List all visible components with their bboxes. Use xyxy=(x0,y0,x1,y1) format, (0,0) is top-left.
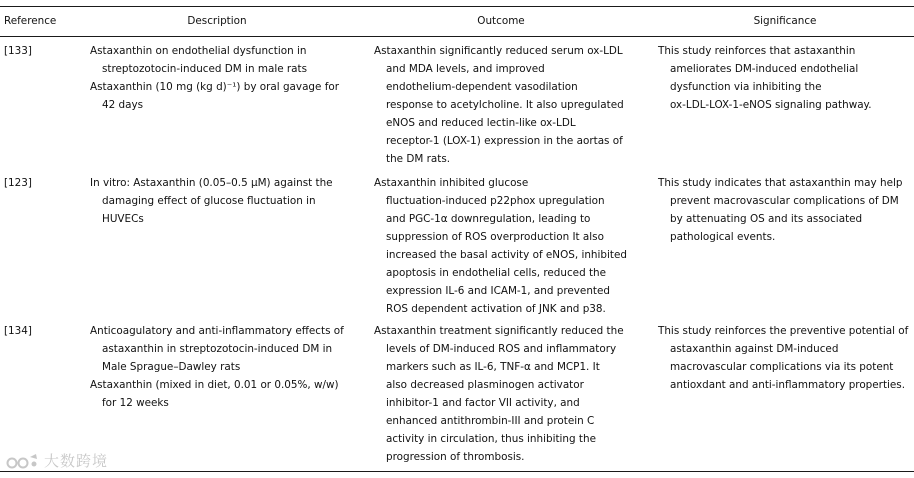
significance-cell xyxy=(658,174,914,246)
description-line: Astaxanthin on endothelial dysfunction in xyxy=(90,45,307,57)
outcome-line: endothelium-dependent vasodilation xyxy=(386,81,578,93)
reference-cell: [133] xyxy=(4,45,32,57)
significance-line: This study reinforces that astaxanthin xyxy=(658,45,856,57)
description-line: streptozotocin-induced DM in male rats xyxy=(102,63,308,75)
outcome-cell xyxy=(374,322,636,466)
outcome-line: levels of DM-induced ROS and inflammatory xyxy=(386,343,617,355)
description-line: damaging effect of glucose fluctuation in xyxy=(102,195,316,207)
header-significance: Significance xyxy=(753,15,817,27)
header-reference: Reference xyxy=(4,15,57,27)
description-cell xyxy=(90,174,356,228)
outcome-line: and PGC-1α downregulation, leading to xyxy=(386,213,591,225)
reference-cell: [134] xyxy=(4,325,32,337)
significance-line: astaxanthin against DM-induced xyxy=(670,343,839,355)
significance-line: ox-LDL-LOX-1-eNOS signaling pathway. xyxy=(670,99,872,111)
outcome-line: also decreased plasminogen activator xyxy=(386,379,584,391)
significance-line: macrovascular complications via its potent xyxy=(670,361,894,373)
outcome-line: activity in circulation, thus inhibiting the xyxy=(386,433,596,445)
outcome-line: Astaxanthin significantly reduced serum ox-LDL xyxy=(374,45,623,57)
outcome-line: apoptosis in endothelial cells, reduced the xyxy=(386,267,607,279)
outcome-line: eNOS and reduced lectin-like ox-LDL xyxy=(386,117,576,129)
description-line: Anticoagulatory and anti-inflammatory effects of xyxy=(90,325,344,337)
watermark-text: 大数跨境 xyxy=(44,452,109,470)
outcome-line: Astaxanthin treatment significantly reduced the xyxy=(374,325,624,337)
outcome-line: enhanced antithrombin-III and protein C xyxy=(386,415,595,427)
outcome-line: the DM rats. xyxy=(386,153,451,165)
outcome-cell xyxy=(374,174,636,318)
significance-line: dysfunction via inhibiting the xyxy=(670,81,822,93)
outcome-line: receptor-1 (LOX-1) expression in the aortas of xyxy=(386,135,623,147)
significance-line: by attenuating OS and its associated xyxy=(670,213,863,225)
description-line: HUVECs xyxy=(102,213,144,225)
significance-line: ameliorates DM-induced endothelial xyxy=(670,63,859,75)
description-line: Male Sprague–Dawley rats xyxy=(102,361,241,373)
description-line: astaxanthin in streptozotocin-induced DM in xyxy=(102,343,333,355)
reference-cell: [123] xyxy=(4,177,32,189)
description-line: for 12 weeks xyxy=(102,397,169,409)
header-outcome: Outcome xyxy=(477,15,525,27)
description-cell xyxy=(90,322,356,412)
outcome-line: suppression of ROS overproduction It also xyxy=(386,231,604,243)
significance-line: This study reinforces the preventive potential of xyxy=(658,325,909,337)
table-top-rule xyxy=(0,6,914,7)
table-header-rule xyxy=(0,36,914,37)
outcome-line: response to acetylcholine. It also upregulated xyxy=(386,99,624,111)
outcome-line: and MDA levels, and improved xyxy=(386,63,545,75)
outcome-cell xyxy=(374,42,636,168)
significance-line: antioxdant and anti-inflammatory properties. xyxy=(670,379,906,391)
outcome-line: expression IL-6 and ICAM-1, and prevented xyxy=(386,285,610,297)
table-bottom-rule xyxy=(0,471,914,472)
significance-cell xyxy=(658,322,914,394)
description-line: Astaxanthin (mixed in diet, 0.01 or 0.05%, w/w) xyxy=(90,379,339,391)
description-line: Astaxanthin (10 mg (kg d)⁻¹) by oral gavage for xyxy=(90,81,340,93)
description-line: 42 days xyxy=(102,99,144,111)
significance-line: pathological events. xyxy=(670,231,776,243)
significance-line: This study indicates that astaxanthin may help xyxy=(658,177,903,189)
outcome-line: ROS dependent activation of JNK and p38. xyxy=(386,303,606,315)
outcome-line: Astaxanthin inhibited glucose xyxy=(374,177,529,189)
header-description: Description xyxy=(187,15,247,27)
significance-line: prevent macrovascular complications of DM xyxy=(670,195,899,207)
outcome-line: markers such as IL-6, TNF-α and MCP1. It xyxy=(386,361,600,373)
significance-cell xyxy=(658,42,914,114)
description-cell xyxy=(90,42,356,114)
watermark xyxy=(6,450,108,472)
outcome-line: inhibitor-1 and factor VII activity, and xyxy=(386,397,580,409)
outcome-line: progression of thrombosis. xyxy=(386,451,525,463)
description-line: In vitro: Astaxanthin (0.05–0.5 μM) against the xyxy=(90,177,333,189)
outcome-line: fluctuation-induced p22phox upregulation xyxy=(386,195,605,207)
brand-logo-icon xyxy=(6,451,40,471)
outcome-line: increased the basal activity of eNOS, inhibited xyxy=(386,249,627,261)
